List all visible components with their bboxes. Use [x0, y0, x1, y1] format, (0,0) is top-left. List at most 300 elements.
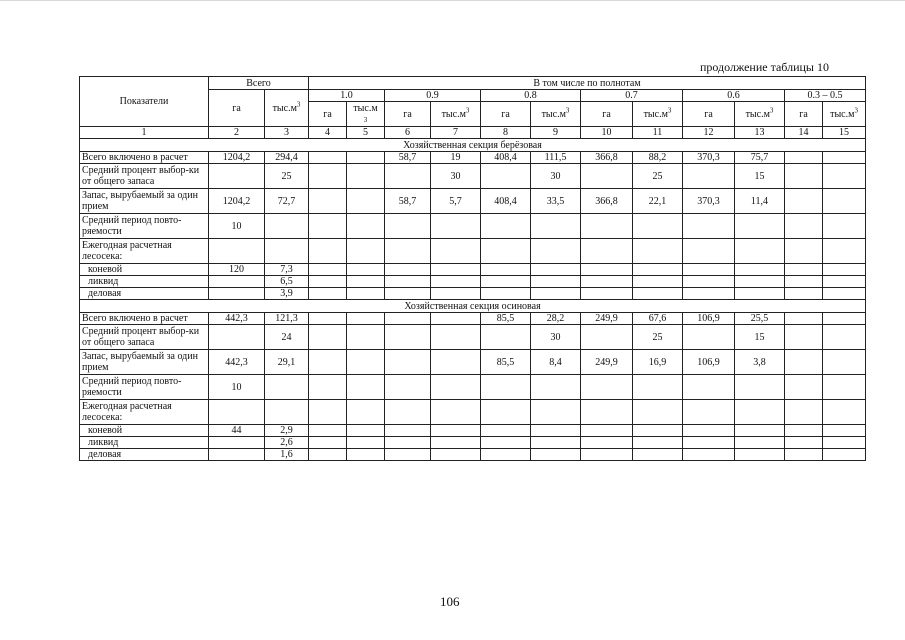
table-cell: 7,3 — [265, 264, 309, 276]
table-cell — [633, 214, 683, 239]
table-cell — [265, 400, 309, 425]
section-header-row — [80, 139, 866, 152]
table-cell — [581, 425, 633, 437]
table-cell — [785, 189, 823, 214]
table-cell — [209, 437, 265, 449]
table-cell — [481, 325, 531, 350]
table-cell — [735, 264, 785, 276]
table-cell — [347, 276, 385, 288]
table-cell — [683, 288, 735, 300]
table-cell — [481, 425, 531, 437]
table-cell — [309, 350, 347, 375]
table-cell: 1,6 — [265, 449, 309, 461]
table-cell — [481, 264, 531, 276]
table-cell — [347, 189, 385, 214]
table-row-stock-per-cut — [80, 189, 866, 214]
table-cell — [309, 288, 347, 300]
table-cell — [481, 164, 531, 189]
table-cell: 10 — [209, 375, 265, 400]
header-thousand-m3: $тыс.м^3$ — [823, 102, 866, 127]
table-cell: 30 — [531, 325, 581, 350]
table-row-repeat-period — [80, 214, 866, 239]
table-cell — [735, 437, 785, 449]
column-number: 11 — [633, 127, 683, 139]
table-cell — [633, 400, 683, 425]
table-row-liquid — [80, 437, 866, 449]
table-cell — [581, 325, 633, 350]
table-cell — [431, 325, 481, 350]
table-cell — [347, 152, 385, 164]
table-cell — [481, 437, 531, 449]
table-cell — [531, 276, 581, 288]
table-cell — [683, 239, 735, 264]
table-cell — [209, 449, 265, 461]
table-cell — [209, 164, 265, 189]
table-cell — [823, 437, 866, 449]
header-total: Всего — [209, 77, 309, 90]
table-row-average-percent — [80, 164, 866, 189]
table-cell — [531, 214, 581, 239]
table-row-business — [80, 449, 866, 461]
header-density-0-3-0-5: 0.3 – 0.5 — [785, 90, 866, 102]
table-cell: 11,4 — [735, 189, 785, 214]
table-cell — [633, 239, 683, 264]
header-density-0-9: 0.9 — [385, 90, 481, 102]
table-cell — [785, 375, 823, 400]
table-cell — [823, 400, 866, 425]
column-number: 8 — [481, 127, 531, 139]
table-row-annual-cut — [80, 239, 866, 264]
table-cell — [209, 288, 265, 300]
table-cell — [633, 425, 683, 437]
header-total-ha: га — [209, 90, 265, 127]
table-cell — [683, 437, 735, 449]
column-number: 14 — [785, 127, 823, 139]
table-cell — [309, 437, 347, 449]
table-cell — [683, 375, 735, 400]
row-label: Всего включено в расчет — [80, 152, 209, 164]
table-cell: 408,4 — [481, 189, 531, 214]
table-cell: 22,1 — [633, 189, 683, 214]
table-cell: 25,5 — [735, 313, 785, 325]
table-cell — [431, 400, 481, 425]
table-cell — [385, 264, 431, 276]
row-label: Запас, вырубаемый за один прием — [80, 189, 209, 214]
table-cell — [265, 214, 309, 239]
row-label: деловая — [80, 288, 209, 300]
table-cell: 75,7 — [735, 152, 785, 164]
row-label: Ежегодная расчетная лесосека: — [80, 239, 209, 264]
table-cell — [347, 437, 385, 449]
header-thousand-m3: $тыс.м^3$ — [431, 102, 481, 127]
table-cell — [385, 239, 431, 264]
table-cell — [735, 239, 785, 264]
column-number: 13 — [735, 127, 785, 139]
table-cell — [431, 437, 481, 449]
table-cell — [385, 350, 431, 375]
table-cell: 408,4 — [481, 152, 531, 164]
header-thousand-m3: $тыс.м^3$ — [735, 102, 785, 127]
table-cell — [785, 276, 823, 288]
row-label: Ежегодная расчетная лесосека: — [80, 400, 209, 425]
table-cell — [385, 375, 431, 400]
table-cell: 111,5 — [531, 152, 581, 164]
row-label: Средний период повто-ряемости — [80, 375, 209, 400]
table-cell — [385, 276, 431, 288]
table-cell: 370,3 — [683, 152, 735, 164]
table-cell — [633, 437, 683, 449]
header-ha: га — [309, 102, 347, 127]
table-cell — [633, 449, 683, 461]
table-cell — [385, 313, 431, 325]
top-scan-edge — [0, 0, 905, 1]
table-cell — [431, 264, 481, 276]
section-header-row — [80, 300, 866, 313]
table-cell — [581, 164, 633, 189]
table-cell: 106,9 — [683, 350, 735, 375]
table-cell: 249,9 — [581, 350, 633, 375]
table-cell: 3,9 — [265, 288, 309, 300]
table-cell — [823, 152, 866, 164]
table-cell — [633, 264, 683, 276]
table-cell: 106,9 — [683, 313, 735, 325]
column-number: 4 — [309, 127, 347, 139]
table-cell — [385, 437, 431, 449]
table-cell: 366,8 — [581, 189, 633, 214]
table-cell — [785, 264, 823, 276]
table-cell — [347, 313, 385, 325]
table-cell — [265, 375, 309, 400]
header-density-0-6: 0.6 — [683, 90, 785, 102]
table-cell: 25 — [265, 164, 309, 189]
table-cell — [633, 276, 683, 288]
row-label: коневой — [80, 264, 209, 276]
table-cell — [683, 264, 735, 276]
header-density-group: В том числе по полнотам — [309, 77, 866, 90]
table-cell — [735, 400, 785, 425]
table-cell: 30 — [431, 164, 481, 189]
table-cell — [347, 288, 385, 300]
table-cell — [481, 375, 531, 400]
column-number: 9 — [531, 127, 581, 139]
table-cell: 29,1 — [265, 350, 309, 375]
table-cell — [347, 400, 385, 425]
table-row-repeat-period — [80, 375, 866, 400]
table-cell — [735, 425, 785, 437]
table-cell — [823, 350, 866, 375]
table-row-total-included — [80, 313, 866, 325]
table-cell — [481, 400, 531, 425]
table-cell — [785, 239, 823, 264]
header-thousand-m3: $тыс.м^3$ — [633, 102, 683, 127]
table-cell: 370,3 — [683, 189, 735, 214]
table-cell — [431, 288, 481, 300]
table-cell — [265, 239, 309, 264]
header-density-0-7: 0.7 — [581, 90, 683, 102]
column-number: 10 — [581, 127, 633, 139]
table-cell — [531, 425, 581, 437]
table-cell: 28,2 — [531, 313, 581, 325]
table-cell — [347, 264, 385, 276]
table-cell — [633, 375, 683, 400]
table-cell — [735, 214, 785, 239]
table-row-roundwood — [80, 264, 866, 276]
table-cell — [347, 239, 385, 264]
table-cell — [785, 437, 823, 449]
table-cell — [683, 214, 735, 239]
table-cell: 442,3 — [209, 350, 265, 375]
table-row-total-included — [80, 152, 866, 164]
table-row-roundwood — [80, 425, 866, 437]
table-cell — [347, 449, 385, 461]
table-cell — [581, 288, 633, 300]
table-cell — [823, 449, 866, 461]
table-cell — [431, 313, 481, 325]
table-row-stock-per-cut — [80, 350, 866, 375]
table-cell — [735, 375, 785, 400]
table-cell — [531, 264, 581, 276]
table-cell — [385, 425, 431, 437]
row-label: деловая — [80, 449, 209, 461]
table-cell — [785, 164, 823, 189]
column-number: 12 — [683, 127, 735, 139]
table-row-average-percent — [80, 325, 866, 350]
table-cell — [309, 325, 347, 350]
table-cell — [431, 276, 481, 288]
table-cell: 15 — [735, 164, 785, 189]
table-cell — [531, 400, 581, 425]
table-cell — [481, 449, 531, 461]
table-cell — [683, 400, 735, 425]
table-cell — [431, 214, 481, 239]
row-label: Запас, вырубаемый за один прием — [80, 350, 209, 375]
table-cell: 85,5 — [481, 313, 531, 325]
column-number: 2 — [209, 127, 265, 139]
table-row-business — [80, 288, 866, 300]
table-cell — [823, 313, 866, 325]
table-cell: 1204,2 — [209, 152, 265, 164]
table-caption: продолжение таблицы 10 — [699, 60, 829, 74]
table-cell — [531, 288, 581, 300]
section-title: Хозяйственная секция берёзовая — [80, 139, 866, 152]
table-cell — [683, 276, 735, 288]
table-cell: 19 — [431, 152, 481, 164]
table-cell — [581, 276, 633, 288]
table-cell — [785, 325, 823, 350]
table-cell — [385, 164, 431, 189]
column-number: 1 — [80, 127, 209, 139]
table-cell — [581, 264, 633, 276]
table-cell — [785, 425, 823, 437]
table-cell: 2,9 — [265, 425, 309, 437]
column-number-row — [80, 127, 866, 139]
header-thousand-m3: $тыс.м^3$ — [531, 102, 581, 127]
header-density-1-0: 1.0 — [309, 90, 385, 102]
table-cell — [683, 164, 735, 189]
table-cell — [785, 350, 823, 375]
table-cell — [309, 164, 347, 189]
table-cell — [431, 350, 481, 375]
table-cell — [347, 164, 385, 189]
table-cell: 30 — [531, 164, 581, 189]
table-cell — [347, 214, 385, 239]
table-cell — [823, 425, 866, 437]
column-number: 6 — [385, 127, 431, 139]
table-cell — [683, 449, 735, 461]
row-label: коневой — [80, 425, 209, 437]
header-ha: га — [581, 102, 633, 127]
table-cell: 85,5 — [481, 350, 531, 375]
table-cell — [633, 288, 683, 300]
table-cell — [385, 449, 431, 461]
table-cell — [209, 400, 265, 425]
table-cell — [823, 288, 866, 300]
table-cell — [785, 214, 823, 239]
table-cell: 25 — [633, 325, 683, 350]
table-cell — [347, 425, 385, 437]
table-cell — [309, 449, 347, 461]
header-thousand-m3-narrow: тыс.м 3 — [347, 102, 385, 127]
table-cell — [481, 288, 531, 300]
header-ha: га — [385, 102, 431, 127]
row-label: Средний период повто-ряемости — [80, 214, 209, 239]
header-indicators: Показатели — [80, 77, 209, 127]
table-cell — [431, 239, 481, 264]
data-table — [79, 76, 866, 461]
table-cell: 58,7 — [385, 152, 431, 164]
table-cell — [735, 449, 785, 461]
table-row-liquid — [80, 276, 866, 288]
table-cell — [385, 325, 431, 350]
table-cell — [785, 313, 823, 325]
table-cell: 366,8 — [581, 152, 633, 164]
table-cell — [209, 325, 265, 350]
column-number: 15 — [823, 127, 866, 139]
header-total-thousand-m3: $тыс.м^3$ — [265, 90, 309, 127]
table-cell: 1204,2 — [209, 189, 265, 214]
table-cell — [823, 375, 866, 400]
table-cell: 294,4 — [265, 152, 309, 164]
table-cell — [431, 375, 481, 400]
table-cell — [481, 239, 531, 264]
table-cell — [309, 189, 347, 214]
header-ha: га — [785, 102, 823, 127]
column-number: 7 — [431, 127, 481, 139]
table-cell — [823, 276, 866, 288]
row-label: ликвид — [80, 276, 209, 288]
page-number: 106 — [440, 594, 460, 609]
table-cell: 88,2 — [633, 152, 683, 164]
table-cell — [823, 189, 866, 214]
row-label: Средний процент выбор-ки от общего запаса — [80, 325, 209, 350]
table-cell — [309, 313, 347, 325]
table-cell: 67,6 — [633, 313, 683, 325]
table-cell — [581, 214, 633, 239]
table-cell — [581, 375, 633, 400]
table-cell — [385, 288, 431, 300]
table-cell — [823, 325, 866, 350]
table-cell — [309, 152, 347, 164]
table-cell — [309, 425, 347, 437]
table-cell: 33,5 — [531, 189, 581, 214]
column-number: 3 — [265, 127, 309, 139]
table-cell — [309, 400, 347, 425]
table-cell — [785, 400, 823, 425]
table-cell — [531, 375, 581, 400]
table-cell: 10 — [209, 214, 265, 239]
header-ha: га — [481, 102, 531, 127]
table-cell: 5,7 — [431, 189, 481, 214]
table-cell — [581, 400, 633, 425]
table-cell: 3,8 — [735, 350, 785, 375]
table-cell — [531, 449, 581, 461]
table-cell — [735, 288, 785, 300]
table-cell — [347, 325, 385, 350]
table-cell — [683, 325, 735, 350]
row-label: ликвид — [80, 437, 209, 449]
table-cell: 16,9 — [633, 350, 683, 375]
table-cell: 442,3 — [209, 313, 265, 325]
table-cell — [347, 350, 385, 375]
table-cell — [581, 239, 633, 264]
table-cell — [531, 239, 581, 264]
row-label: Средний процент выбор-ки от общего запаса — [80, 164, 209, 189]
table-cell — [431, 425, 481, 437]
table-cell — [823, 264, 866, 276]
table-cell: 25 — [633, 164, 683, 189]
table-cell: 58,7 — [385, 189, 431, 214]
table-cell — [309, 264, 347, 276]
table-cell — [481, 214, 531, 239]
table-cell — [431, 449, 481, 461]
column-number: 5 — [347, 127, 385, 139]
table-cell: 72,7 — [265, 189, 309, 214]
table-cell — [823, 214, 866, 239]
table-row-annual-cut — [80, 400, 866, 425]
table-cell — [785, 449, 823, 461]
table-cell — [531, 437, 581, 449]
table-cell: 121,3 — [265, 313, 309, 325]
table-cell: 6,5 — [265, 276, 309, 288]
table-cell — [683, 425, 735, 437]
table-cell — [385, 214, 431, 239]
table-cell — [823, 239, 866, 264]
table-cell — [785, 288, 823, 300]
table-cell — [309, 214, 347, 239]
table-cell — [785, 152, 823, 164]
table-cell: 24 — [265, 325, 309, 350]
table-cell — [347, 375, 385, 400]
table-cell — [309, 239, 347, 264]
table-cell: 8,4 — [531, 350, 581, 375]
table-cell: 120 — [209, 264, 265, 276]
table-cell: 44 — [209, 425, 265, 437]
table-cell — [309, 276, 347, 288]
table-cell — [385, 400, 431, 425]
table-cell: 15 — [735, 325, 785, 350]
table-cell — [309, 375, 347, 400]
table-cell: 249,9 — [581, 313, 633, 325]
table-cell — [581, 437, 633, 449]
table-cell — [735, 276, 785, 288]
row-label: Всего включено в расчет — [80, 313, 209, 325]
header-row-1 — [80, 77, 866, 90]
table-cell — [481, 276, 531, 288]
section-title: Хозяйственная секция осиновая — [80, 300, 866, 313]
header-ha: га — [683, 102, 735, 127]
table-cell — [581, 449, 633, 461]
table-cell — [209, 239, 265, 264]
